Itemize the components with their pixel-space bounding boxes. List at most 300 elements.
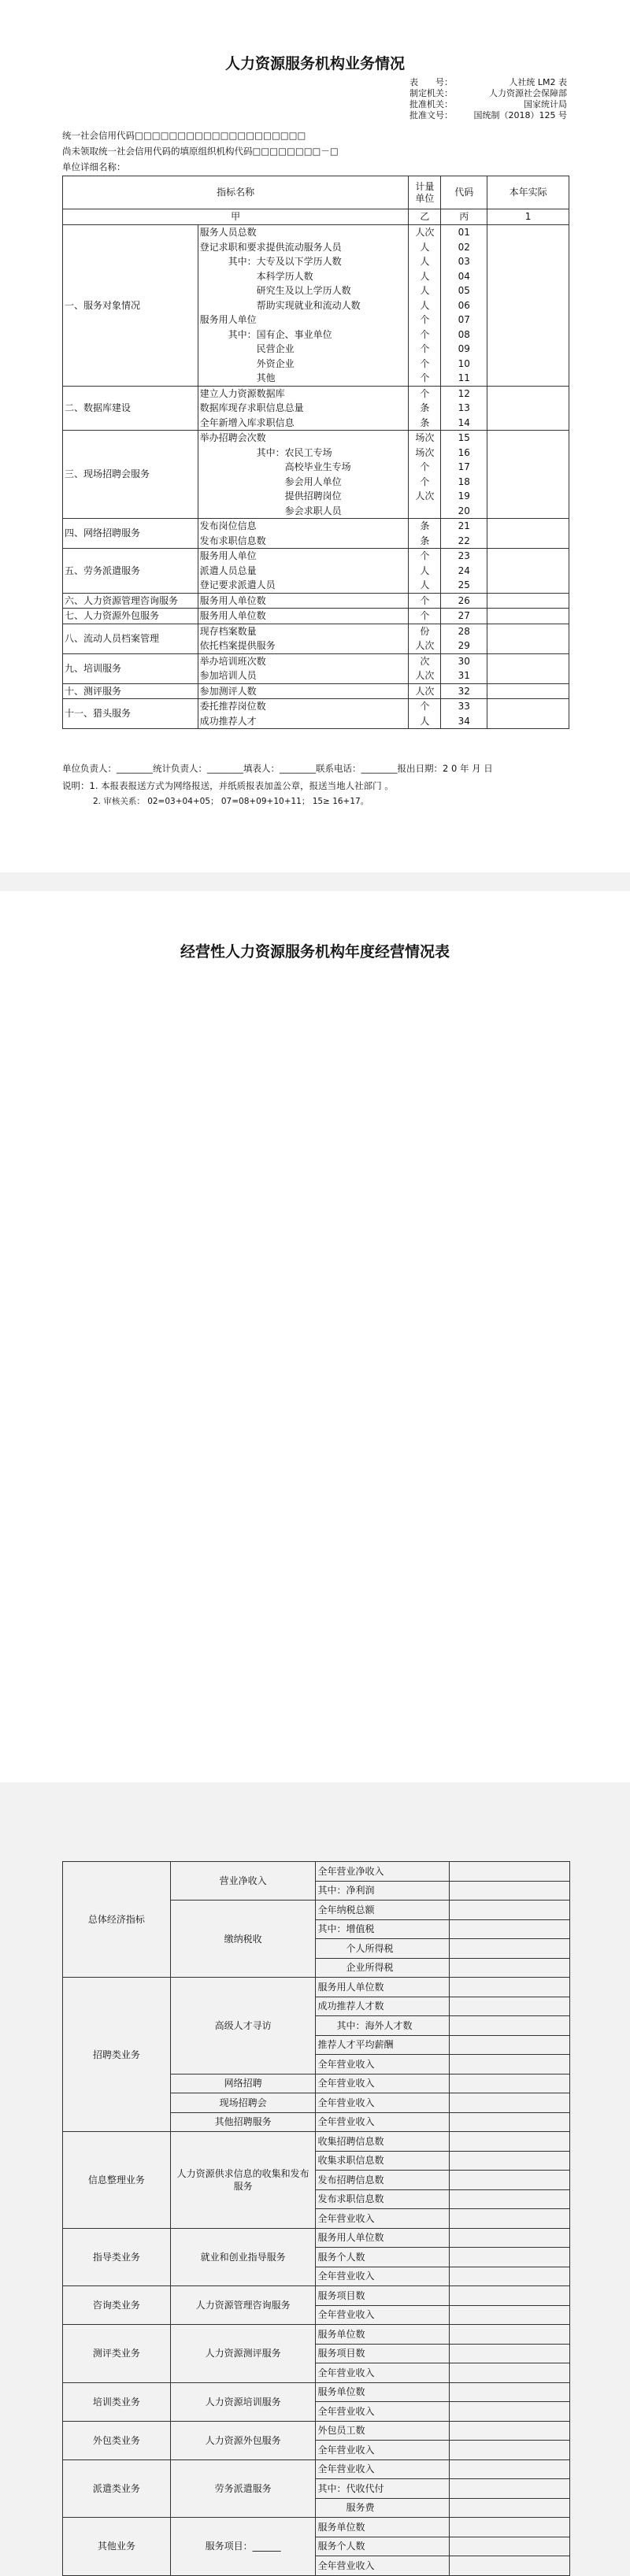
form-page-1 — [0, 0, 630, 872]
section-actual-input — [487, 549, 569, 594]
indicator-name: 收集求职信息数 — [316, 2151, 450, 2171]
operation-row — [63, 2382, 570, 2402]
cell-line: 数据库现存求职信息总量 — [199, 402, 304, 413]
group-name: 培训类业务 — [63, 2382, 171, 2421]
cell-line: 04 — [458, 270, 470, 282]
value-input — [450, 2228, 570, 2248]
credit-code-line: 统一社会信用代码□□□□□□□□□□□□□□□□□□□□ — [62, 130, 306, 141]
indicator-name: 服务项目数 — [316, 2344, 450, 2363]
indicator-name: 全年营业收入 — [316, 2112, 450, 2132]
indicator-name: 服务费 — [316, 2498, 450, 2518]
indicator-name: 全年营业净收入 — [316, 1862, 450, 1882]
cell-line: 07 — [458, 314, 470, 325]
value-input — [450, 2112, 570, 2132]
indicator-name: 全年营业收入 — [316, 2093, 450, 2113]
sub-category: 其他招聘服务 — [170, 2112, 316, 2132]
cell-line: 登记要求派遣人员 — [199, 579, 276, 590]
cell-line: 人 — [420, 564, 430, 576]
section-units — [409, 386, 441, 431]
indicator-name: 全年纳税总额 — [316, 1901, 450, 1920]
value-input — [450, 2459, 570, 2479]
cell-line: 服务用人单位 — [199, 550, 257, 561]
meta-key: 批准机关： — [410, 99, 453, 109]
header-actual: 本年实际 — [487, 176, 569, 209]
meta-row — [410, 88, 567, 99]
section-items — [198, 593, 409, 609]
cell-line: 个 — [420, 343, 430, 354]
value-input — [450, 2382, 570, 2402]
section-row — [63, 699, 569, 729]
section-items — [198, 225, 409, 387]
section-codes — [441, 593, 487, 609]
sub-category: 缴纳税收 — [170, 1901, 316, 1978]
sub-header-unit: 乙 — [409, 209, 441, 225]
value-input — [450, 2498, 570, 2518]
cell-line: 发布求职信息数 — [199, 535, 266, 546]
cell-line: 条 — [420, 535, 430, 546]
cell-line: 场次 — [415, 432, 435, 443]
section-actual-input — [487, 593, 569, 609]
cell-line: 21 — [458, 520, 470, 531]
indicator-name: 发布招聘信息数 — [316, 2171, 450, 2190]
section-units — [409, 549, 441, 594]
cell-line: 个 — [420, 387, 430, 399]
section-codes — [441, 225, 487, 387]
section-actual-input — [487, 431, 569, 519]
business-table — [62, 176, 569, 729]
cell-line: 参加培训人员 — [199, 670, 257, 681]
indicator-name: 其中：代收代付 — [316, 2479, 450, 2499]
sub-category: 劳务派遣服务 — [170, 2459, 316, 2518]
sub-category: 人力资源管理咨询服务 — [170, 2286, 316, 2325]
meta-key: 表 号： — [410, 77, 453, 87]
cell-line: 条 — [420, 416, 430, 428]
cell-line: 其中：大专及以下学历人数 — [199, 256, 342, 267]
meta-value: 人力资源社会保障部 — [489, 88, 567, 98]
header-indicator-name: 指标名称 — [63, 176, 409, 209]
value-input — [450, 2402, 570, 2422]
cell-line: 登记求职和要求提供流动服务人员 — [199, 241, 342, 253]
value-input — [450, 2209, 570, 2229]
value-input — [450, 1919, 570, 1939]
cell-line: 全年新增入库求职信息 — [199, 416, 295, 428]
value-input — [450, 2363, 570, 2383]
cell-line: 参会用人单位 — [199, 476, 342, 487]
section-actual-input — [487, 609, 569, 624]
section-units — [409, 609, 441, 624]
sub-category: 人力资源培训服务 — [170, 2382, 316, 2421]
cell-line: 09 — [458, 343, 470, 354]
indicator-name: 服务项目数 — [316, 2286, 450, 2306]
cell-line: 22 — [458, 535, 470, 546]
section-row — [63, 593, 569, 609]
section-codes — [441, 519, 487, 549]
cell-line: 30 — [458, 655, 470, 667]
section-row — [63, 653, 569, 683]
indicator-name: 外包员工数 — [316, 2421, 450, 2441]
signature-line: 单位负责人：________统计负责人：________填表人：________联系电话：________报出日期：2 0 年 月 日 — [62, 763, 493, 774]
section-name: 十一、猎头服务 — [63, 699, 198, 729]
section-name: 三、现场招聘会服务 — [63, 431, 198, 519]
cell-line: 委托推荐岗位数 — [199, 701, 266, 712]
sub-category: 现场招聘会 — [170, 2093, 316, 2113]
section-items — [198, 653, 409, 683]
value-input — [450, 2171, 570, 2190]
indicator-name: 全年营业收入 — [316, 2441, 450, 2460]
section-items — [198, 549, 409, 594]
value-input — [450, 2189, 570, 2209]
cell-line: 31 — [458, 670, 470, 681]
section-codes — [441, 683, 487, 699]
group-name: 派遣类业务 — [63, 2459, 171, 2518]
cell-line: 个 — [420, 461, 430, 472]
sub-category: 人力资源测评服务 — [170, 2325, 316, 2383]
value-input — [450, 2325, 570, 2345]
group-name: 指导类业务 — [63, 2228, 171, 2286]
note-2: 2. 审核关系： 02=03+04+05； 07=08+09+10+11； 15≥ 16+17。 — [93, 797, 369, 806]
cell-line: 服务用人单位数 — [199, 610, 266, 621]
value-input — [450, 2151, 570, 2171]
meta-value: 国家统计局 — [524, 99, 567, 109]
indicator-name: 企业所得税 — [316, 1958, 450, 1978]
sub-header-name: 甲 — [63, 209, 409, 225]
value-input — [450, 1939, 570, 1959]
indicator-name: 其中：增值税 — [316, 1919, 450, 1939]
section-row — [63, 624, 569, 653]
cell-line: 民营企业 — [199, 343, 295, 354]
indicator-name: 全年营业收入 — [316, 2459, 450, 2479]
cell-line: 人次 — [415, 490, 435, 502]
operation-row — [63, 2421, 570, 2441]
cell-line: 研究生及以上学历人数 — [199, 285, 351, 296]
cell-line: 人次 — [415, 685, 435, 697]
value-input — [450, 2093, 570, 2113]
indicator-name: 全年营业收入 — [316, 2074, 450, 2093]
cell-line: 26 — [458, 594, 470, 606]
cell-line: 25 — [458, 579, 470, 590]
indicator-name: 全年营业收入 — [316, 2055, 450, 2074]
section-units — [409, 699, 441, 729]
group-name: 咨询类业务 — [63, 2286, 171, 2325]
indicator-name: 服务用人单位数 — [316, 2228, 450, 2248]
cell-line: 02 — [458, 241, 470, 253]
operation-row — [63, 2459, 570, 2479]
group-name: 招聘类业务 — [63, 1978, 171, 2132]
cell-line: 14 — [458, 416, 470, 428]
meta-value: 人社统 LM2 表 — [509, 77, 567, 87]
cell-line: 个 — [420, 610, 430, 621]
cell-line: 人次 — [415, 670, 435, 681]
cell-line: 34 — [458, 715, 470, 727]
value-input — [450, 2055, 570, 2074]
section-name: 七、人力资源外包服务 — [63, 609, 198, 624]
indicator-name: 其中：净利润 — [316, 1881, 450, 1901]
cell-line: 个 — [420, 314, 430, 325]
cell-line: 份 — [420, 625, 430, 637]
cell-line: 16 — [458, 446, 470, 458]
cell-line: 场次 — [415, 446, 435, 458]
cell-line: 10 — [458, 357, 470, 369]
section-units — [409, 593, 441, 609]
operation-table — [62, 1861, 570, 2576]
section-units — [409, 519, 441, 549]
cell-line: 提供招聘岗位 — [199, 490, 342, 502]
sub-header-actual: 1 — [487, 209, 569, 225]
sub-category: 服务项目：______ — [170, 2518, 316, 2576]
cell-line: 29 — [458, 640, 470, 651]
section-units — [409, 653, 441, 683]
indicator-name: 其中：海外人才数 — [316, 2016, 450, 2036]
cell-line: 个 — [420, 372, 430, 383]
value-input — [450, 2305, 570, 2325]
group-name: 信息整理业务 — [63, 2132, 171, 2229]
unit-name-line: 单位详细名称： — [62, 161, 126, 172]
cell-line: 举办招聘会次数 — [199, 432, 266, 443]
indicator-name: 全年营业收入 — [316, 2267, 450, 2286]
cell-line: 服务用人单位 — [199, 314, 257, 325]
note-1: 说明：1. 本报表报送方式为网络报送，并纸质报表加盖公章，报送当地人社部门 。 — [62, 780, 394, 791]
indicator-name: 发布求职信息数 — [316, 2189, 450, 2209]
cell-line: 人 — [420, 579, 430, 590]
cell-line: 个 — [420, 550, 430, 561]
section-codes — [441, 609, 487, 624]
cell-line: 条 — [420, 520, 430, 531]
cell-line: 32 — [458, 685, 470, 697]
section-units — [409, 624, 441, 653]
section-actual-input — [487, 653, 569, 683]
indicator-name: 收集招聘信息数 — [316, 2132, 450, 2152]
operation-row — [63, 1978, 570, 1997]
cell-line: 参加测评人数 — [199, 685, 257, 697]
cell-line: 11 — [458, 372, 470, 383]
cell-line: 个 — [420, 328, 430, 340]
cell-line: 人 — [420, 715, 430, 727]
section-items — [198, 519, 409, 549]
cell-line: 个 — [420, 701, 430, 712]
indicator-name: 服务用人单位数 — [316, 1978, 450, 1997]
group-name: 测评类业务 — [63, 2325, 171, 2383]
cell-line: 其他 — [199, 372, 276, 383]
cell-line: 19 — [458, 490, 470, 502]
section-row — [63, 519, 569, 549]
section-actual-input — [487, 225, 569, 387]
section-items — [198, 386, 409, 431]
cell-line: 依托档案提供服务 — [199, 640, 276, 651]
value-input — [450, 2479, 570, 2499]
group-name: 外包类业务 — [63, 2421, 171, 2459]
section-row — [63, 225, 569, 387]
value-input — [450, 1978, 570, 1997]
cell-line: 人 — [420, 299, 430, 311]
cell-line: 20 — [458, 505, 470, 516]
section-codes — [441, 699, 487, 729]
meta-value: 国统制（2018）125 号 — [473, 110, 567, 120]
section-row — [63, 386, 569, 431]
cell-line: 人 — [420, 256, 430, 267]
value-input — [450, 1881, 570, 1901]
cell-line: 个 — [420, 594, 430, 606]
value-input — [450, 2344, 570, 2363]
section-row — [63, 609, 569, 624]
value-input — [450, 2035, 570, 2055]
indicator-name: 服务单位数 — [316, 2518, 450, 2537]
section-name: 二、数据库建设 — [63, 386, 198, 431]
section-row — [63, 431, 569, 519]
section-codes — [441, 624, 487, 653]
value-input — [450, 1958, 570, 1978]
cell-line: 01 — [458, 227, 470, 238]
cell-line: 其中：农民工专场 — [199, 446, 332, 458]
cell-line: 17 — [458, 461, 470, 472]
sub-category: 就业和创业指导服务 — [170, 2228, 316, 2286]
indicator-name: 全年营业收入 — [316, 2402, 450, 2422]
cell-line: 33 — [458, 701, 470, 712]
cell-line: 06 — [458, 299, 470, 311]
section-name: 四、网络招聘服务 — [63, 519, 198, 549]
sub-header-code: 丙 — [441, 209, 487, 225]
cell-line: 08 — [458, 328, 470, 340]
value-input — [450, 1862, 570, 1882]
page-title: 人力资源服务机构业务情况 — [224, 55, 405, 72]
cell-line: 个 — [420, 357, 430, 369]
value-input — [450, 2286, 570, 2306]
cell-line: 人次 — [415, 640, 435, 651]
value-input — [450, 1901, 570, 1920]
section-name: 五、劳务派遣服务 — [63, 549, 198, 594]
indicator-name: 服务个人数 — [316, 2248, 450, 2267]
cell-line: 成功推荐人才 — [199, 715, 257, 727]
header-code: 代码 — [441, 176, 487, 209]
section-name: 八、流动人员档案管理 — [63, 624, 198, 653]
meta-row — [410, 110, 567, 121]
cell-line: 15 — [458, 432, 470, 443]
section-codes — [441, 653, 487, 683]
sub-category: 人力资源外包服务 — [170, 2421, 316, 2459]
value-input — [450, 2518, 570, 2537]
cell-line: 外资企业 — [199, 357, 295, 369]
value-input — [450, 2556, 570, 2576]
section-items — [198, 431, 409, 519]
value-input — [450, 2441, 570, 2460]
header-unit: 计量单位 — [409, 176, 441, 209]
section-actual-input — [487, 386, 569, 431]
section-units — [409, 683, 441, 699]
cell-line: 帮助实现就业和流动人数 — [199, 299, 361, 311]
sub-category: 营业净收入 — [170, 1862, 316, 1901]
cell-line: 高校毕业生专场 — [199, 461, 351, 472]
value-input — [450, 1997, 570, 2016]
cell-line: 27 — [458, 610, 470, 621]
value-input — [450, 2248, 570, 2267]
indicator-name: 成功推荐人才数 — [316, 1997, 450, 2016]
indicator-name: 服务单位数 — [316, 2325, 450, 2345]
group-name: 其他业务 — [63, 2518, 171, 2576]
indicator-name: 全年营业收入 — [316, 2305, 450, 2325]
section-items — [198, 683, 409, 699]
value-input — [450, 2016, 570, 2036]
indicator-name: 推荐人才平均薪酬 — [316, 2035, 450, 2055]
value-input — [450, 2267, 570, 2286]
cell-line: 05 — [458, 285, 470, 296]
cell-line: 18 — [458, 476, 470, 487]
meta-key: 制定机关： — [410, 88, 453, 98]
cell-line: 28 — [458, 625, 470, 637]
section-actual-input — [487, 519, 569, 549]
form-meta — [410, 77, 567, 121]
operation-row — [63, 2286, 570, 2306]
cell-line: 派遣人员总量 — [199, 564, 257, 576]
section-name: 一、服务对象情况 — [63, 225, 198, 387]
section-units — [409, 431, 441, 519]
operation-row — [63, 2518, 570, 2537]
cell-line: 个 — [420, 476, 430, 487]
cell-line: 人 — [420, 270, 430, 282]
cell-line: 参会求职人员 — [199, 505, 342, 516]
section-codes — [441, 549, 487, 594]
section-name: 九、培训服务 — [63, 653, 198, 683]
section-actual-input — [487, 699, 569, 729]
meta-row — [410, 99, 567, 110]
cell-line: 条 — [420, 402, 430, 413]
indicator-name: 服务单位数 — [316, 2382, 450, 2402]
sub-category: 网络招聘 — [170, 2074, 316, 2093]
sub-category: 人力资源供求信息的收集和发布服务 — [170, 2132, 316, 2229]
section-units — [409, 225, 441, 387]
cell-line: 举办培训班次数 — [199, 655, 266, 667]
section-row — [63, 683, 569, 699]
cell-line: 人次 — [415, 227, 435, 238]
section-actual-input — [487, 683, 569, 699]
cell-line: 现存档案数量 — [199, 625, 257, 637]
operation-row — [63, 1862, 570, 1882]
indicator-name: 全年营业收入 — [316, 2209, 450, 2229]
meta-row — [410, 77, 567, 88]
cell-line: 03 — [458, 256, 470, 267]
meta-key: 批准文号： — [410, 110, 453, 120]
section-row — [63, 549, 569, 594]
cell-line: 24 — [458, 564, 470, 576]
operation-row — [63, 2325, 570, 2345]
cell-line: 人 — [420, 241, 430, 253]
section-items — [198, 609, 409, 624]
section-codes — [441, 431, 487, 519]
cell-line: 13 — [458, 402, 470, 413]
cell-line: 12 — [458, 387, 470, 399]
section-name: 六、人力资源管理咨询服务 — [63, 593, 198, 609]
section-name: 十、测评服务 — [63, 683, 198, 699]
operation-row — [63, 2132, 570, 2152]
section-items — [198, 624, 409, 653]
value-input — [450, 2421, 570, 2441]
section-items — [198, 699, 409, 729]
indicator-name: 服务个人数 — [316, 2537, 450, 2556]
value-input — [450, 2074, 570, 2093]
section-actual-input — [487, 624, 569, 653]
cell-line: 次 — [420, 655, 430, 667]
cell-line: 本科学历人数 — [199, 270, 313, 282]
indicator-name: 个人所得税 — [316, 1939, 450, 1959]
group-name: 总体经济指标 — [63, 1862, 171, 1978]
page-title-2: 经营性人力资源服务机构年度经营情况表 — [180, 943, 450, 960]
form-page-2 — [0, 891, 630, 2571]
cell-line: 23 — [458, 550, 470, 561]
cell-line: 发布岗位信息 — [199, 520, 257, 531]
value-input — [450, 2132, 570, 2152]
cell-line: 其中：国有企、事业单位 — [199, 328, 332, 340]
cell-line: 人 — [420, 285, 430, 296]
cell-line: 服务人员总数 — [199, 227, 257, 238]
indicator-name: 全年营业收入 — [316, 2556, 450, 2576]
